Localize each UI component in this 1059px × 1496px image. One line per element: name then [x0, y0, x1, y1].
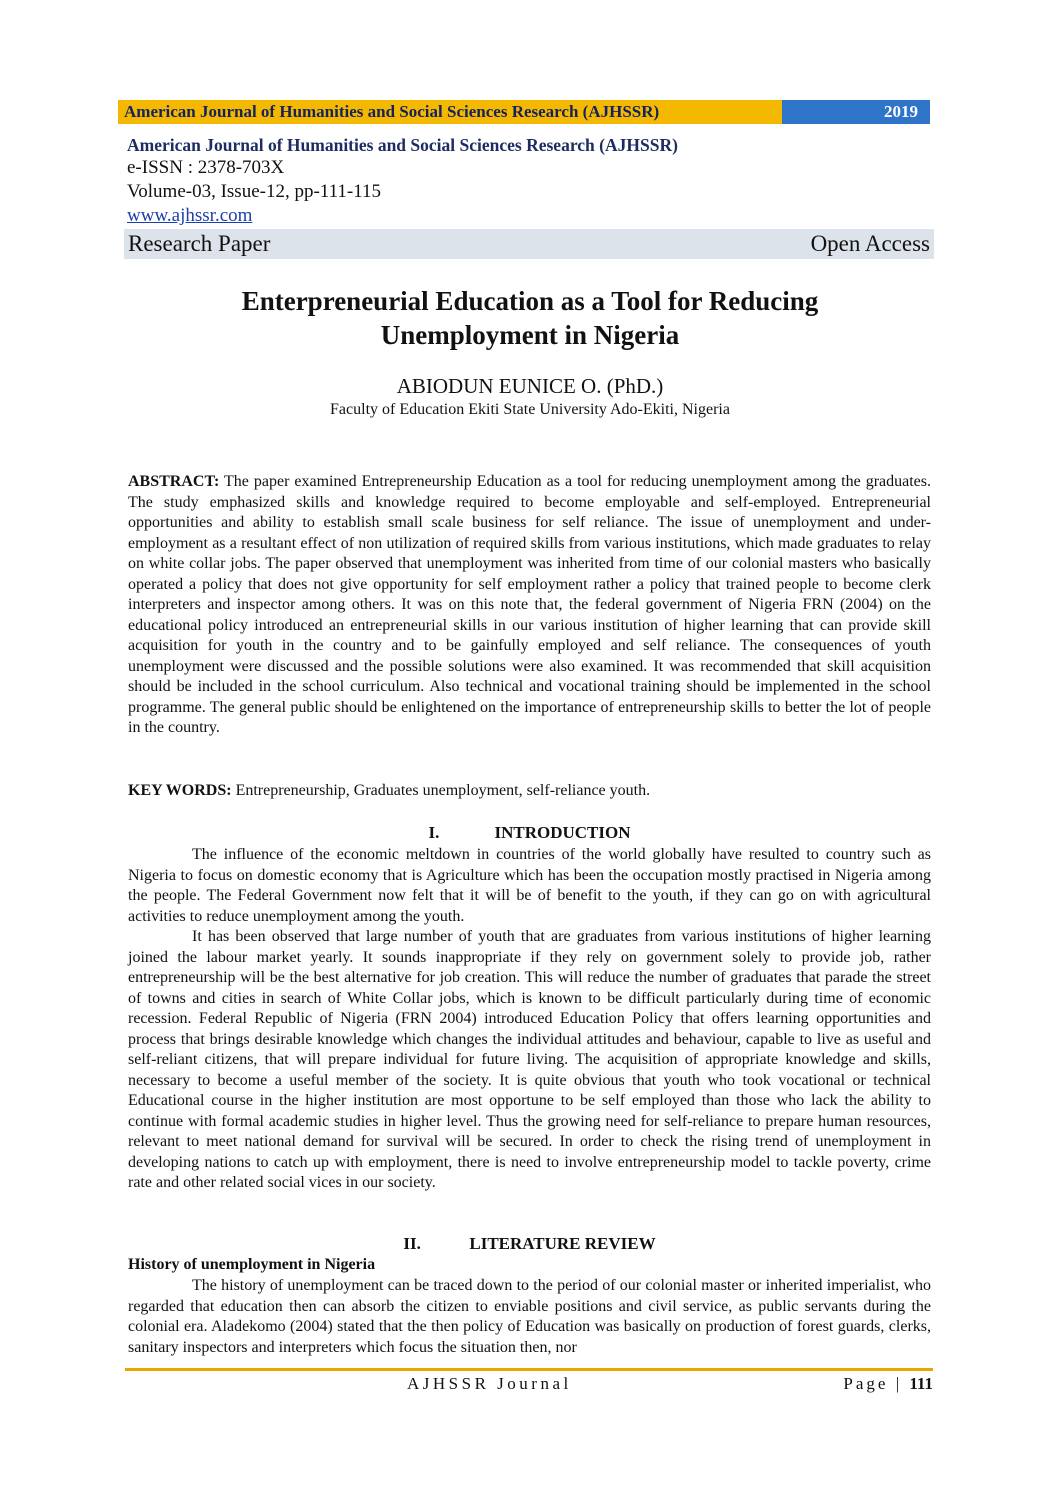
- footer-journal: AJHSSR Journal: [407, 1374, 572, 1393]
- keywords-text: Entrepreneurship, Graduates unemployment, self-reliance youth.: [231, 782, 651, 799]
- author-affiliation: Faculty of Education Ekiti State University Ado-Ekiti, Nigeria: [330, 401, 730, 418]
- paragraph: The history of unemployment can be traced down to the period of our colonial master or inherited imperialist, who regarded that education then can absorb the citizen to enviable positions and civil service, as public servants during the colonial era. Aladekomo (2004) stated that the then policy of Education was basically on production of forest guards, clerks, sanitary inspectors and interpreters which focus the situation then, nor: [128, 1277, 931, 1356]
- paper-type-bar: [124, 229, 934, 259]
- author-name: ABIODUN EUNICE O. (PhD.): [396, 374, 664, 398]
- banner-year: 2019: [782, 100, 930, 124]
- subsection-heading: History of unemployment in Nigeria: [128, 1256, 376, 1273]
- page-number: 111: [909, 1374, 933, 1393]
- paragraph: The influence of the economic meltdown in countries of the world globally have resulted to country such as Nigeria to focus on domestic economy that is Agriculture which has been the occupation mostly practised in Nigeria among the people. The Federal Government now felt that it will be of benefit to the youth, if they can go on with agricultural activities to reduce unemployment among the youth.: [128, 846, 931, 925]
- keywords: [128, 781, 931, 802]
- paper-type: Research Paper: [128, 231, 271, 256]
- literature-review-body: [128, 1276, 931, 1358]
- section-number: II.: [403, 1234, 421, 1253]
- paper-title: [100, 284, 960, 352]
- journal-name: American Journal of Humanities and Social Sciences Research (AJHSSR): [127, 135, 678, 155]
- footer-page: [843, 1374, 933, 1394]
- page-label: Page |: [843, 1374, 910, 1393]
- abstract-label: ABSTRACT:: [128, 473, 220, 490]
- journal-website-link[interactable]: www.ajhssr.com: [127, 205, 253, 226]
- journal-banner: [118, 100, 930, 124]
- footer-divider: [125, 1368, 933, 1371]
- page-footer: [125, 1374, 933, 1394]
- abstract: [128, 472, 931, 739]
- issn-line: [127, 156, 933, 180]
- section-number: I.: [428, 823, 440, 842]
- title-line-1: Enterpreneurial Education as a Tool for Reducing: [241, 286, 819, 316]
- section-title: LITERATURE REVIEW: [469, 1234, 656, 1253]
- abstract-text: The paper examined Entrepreneurship Education as a tool for reducing unemployment among the graduates. The study emphasized skills and knowledge required to become employable and self-employed. Entrepreneurial opportunities and ability to establish small scale business for self reliance. The issue of unemployment and under-employment as a resultant effect of non utilization of required skills from various institutions, which made graduates to relay on white collar jobs. The paper observed that unemployment was inherited from time of our colonial masters who basically operated a policy that does not give opportunity for self employment rather a policy that trained people to become clerk interpreters and inspector among others. It was on this note that, the federal government of Nigeria FRN (2004) on the educational policy introduced an entrepreneurial skills in our various institution of higher learning that can provide skill acquisition for youth in the country and to be gainfully employed and self reliance. The consequences of youth unemployment were discussed and the possible solutions were also examined. It was recommended that skill acquisition should be included in the school curriculum. Also technical and vocational training should be implemented in the school programme. The general public should be enlightened on the importance of entrepreneurship skills to better the lot of people in the country.: [128, 473, 931, 736]
- introduction-body: [128, 845, 931, 1194]
- section-heading-literature-review: [128, 1234, 931, 1254]
- issn-value: 2378-703X: [197, 157, 285, 178]
- paragraph: It has been observed that large number of youth that are graduates from various institutions of higher learning joined the labour market yearly. It sounds inappropriate if they rely on government solely to provide job, rather entrepreneurship will be the best alternative for job creation. This will reduce the number of graduates that parade the street of towns and cities in search of White Collar jobs, which is known to be difficult particularly during time of economic recession. Federal Republic of Nigeria (FRN 2004) introduced Education Policy that offers learning opportunities and process that brings desirable knowledge which changes the individual attitudes and behaviour, capable to live as useful and self-reliant citizens, that will prepare individual for future living. The acquisition of appropriate knowledge and skills, necessary to become a useful member of the society. It is quite obvious that youth who took vocational or technical Educational course in the higher institution are most opportune to be self employed than those who lack the ability to continue with formal academic studies in higher level. Thus the growing need for self-reliance to prepare human resources, relevant to meet national demand for survival will be secured. In order to check the rising trend of unemployment in developing nations to catch up with employment, there is need to involve entrepreneurship model to tackle poverty, crime rate and other related social vices in our society.: [128, 928, 931, 1191]
- section-heading-introduction: [128, 823, 931, 843]
- section-title: INTRODUCTION: [494, 823, 631, 842]
- access-type: Open Access: [810, 231, 930, 256]
- issn-label: e-ISSN :: [127, 157, 198, 178]
- volume-line: Volume-03, Issue-12, pp-111-115: [127, 181, 382, 202]
- keywords-label: KEY WORDS:: [128, 782, 232, 799]
- title-line-2: Unemployment in Nigeria: [380, 320, 680, 350]
- journal-info: [127, 134, 933, 228]
- banner-journal-name: American Journal of Humanities and Social Sciences Research (AJHSSR): [118, 100, 782, 124]
